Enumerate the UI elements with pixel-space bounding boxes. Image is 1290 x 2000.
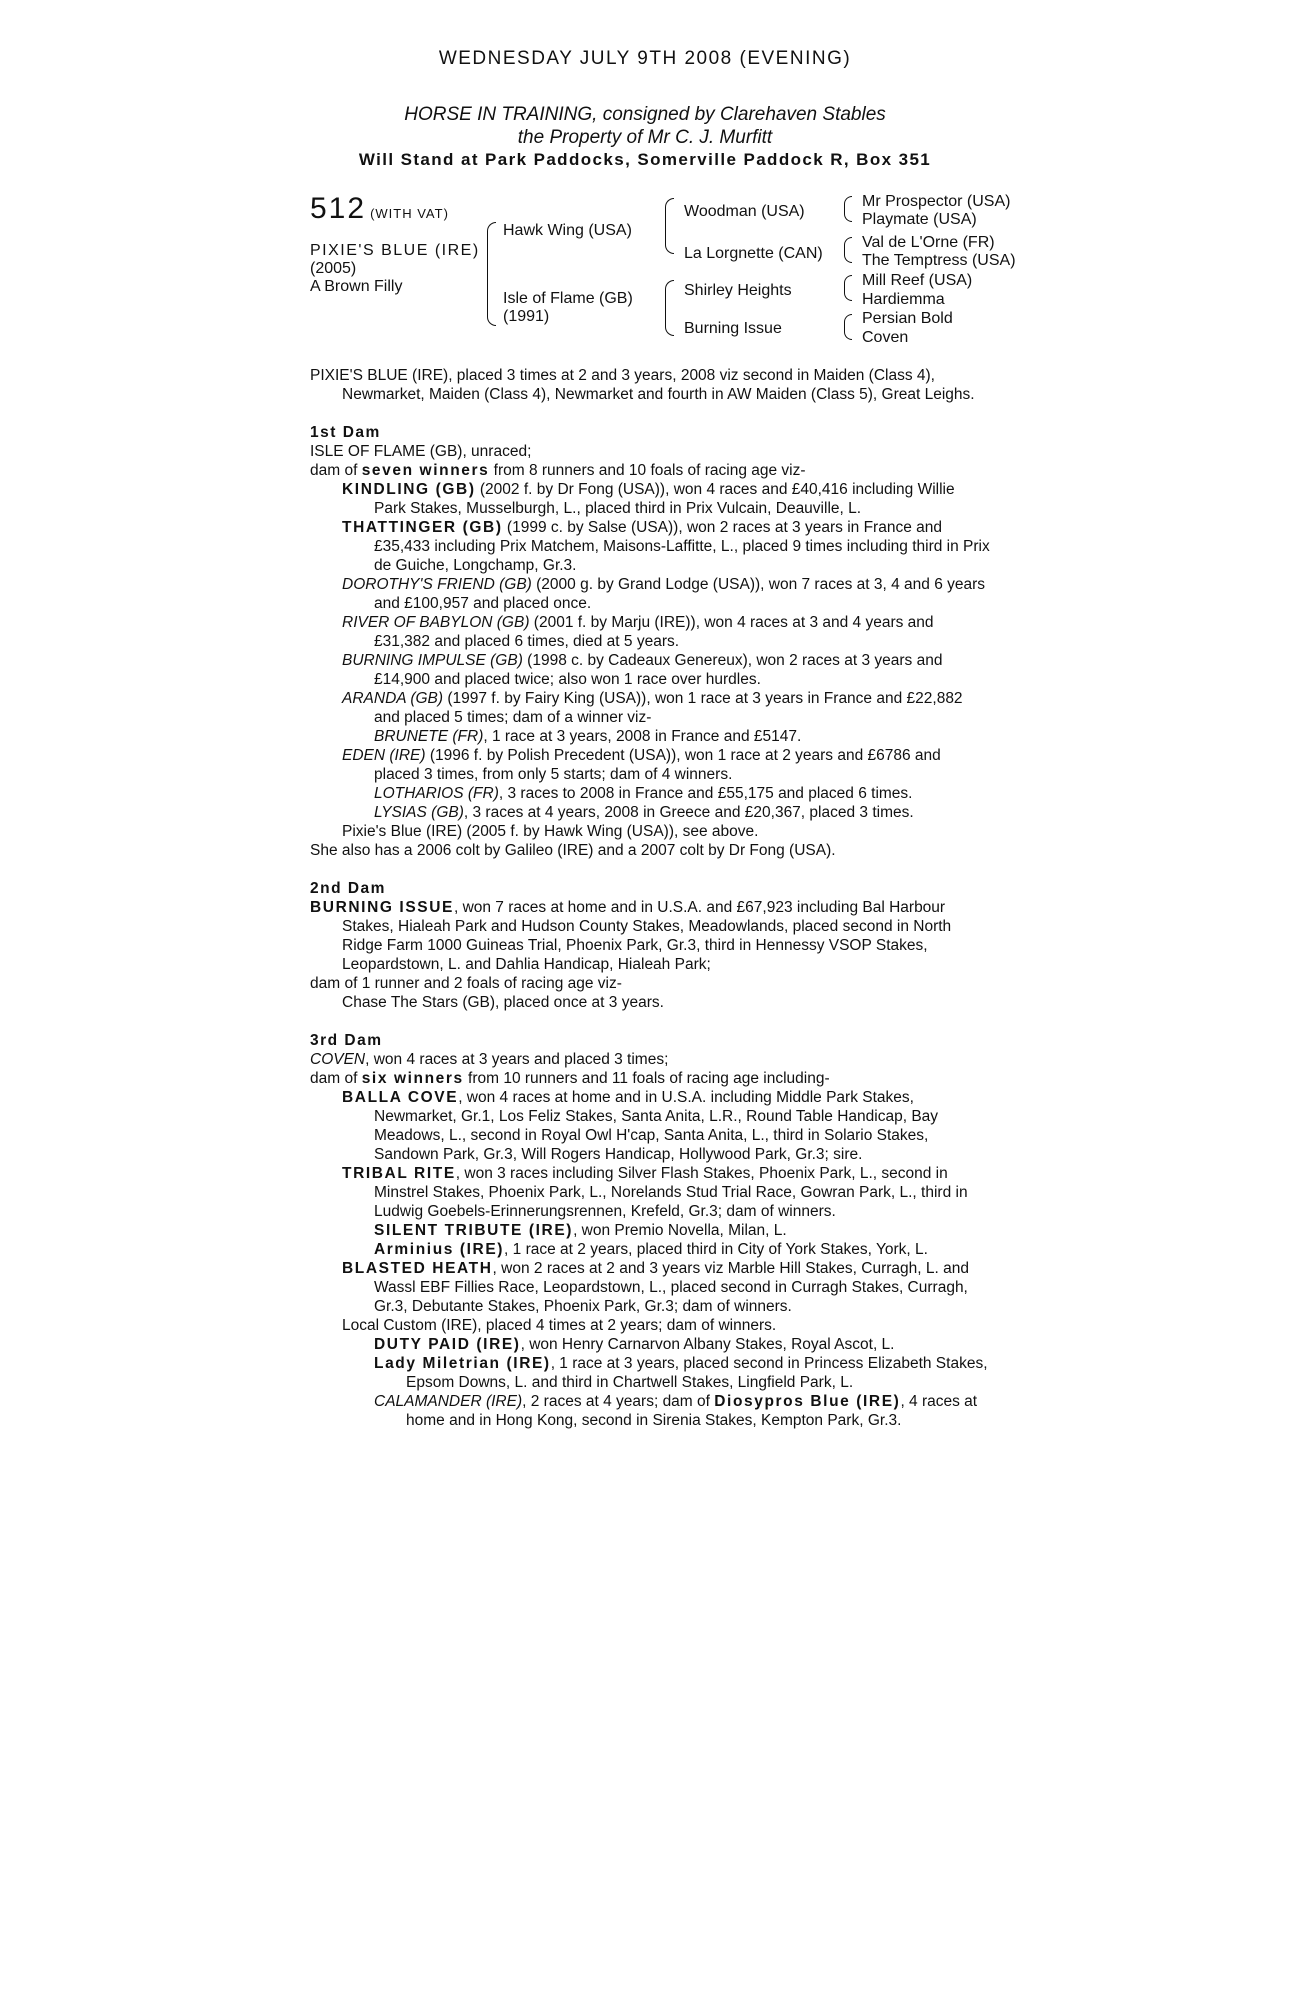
produce-dorothy (310, 575, 990, 613)
pedigree-dam-dam: Burning Issue (684, 320, 782, 337)
horse-name: DUTY PAID (IRE) (374, 1336, 521, 1353)
text: (2000 g. by Grand Lodge (USA)), won 7 races at 3, 4 and 6 years and £100,957 and placed once. (374, 576, 986, 612)
horse-name: LOTHARIOS (FR) (374, 785, 499, 802)
produce-tribal-rite (310, 1164, 990, 1221)
produce-kindling (310, 480, 990, 518)
produce-chase: Chase The Stars (GB), placed once at 3 years. (342, 994, 664, 1011)
produce-river (310, 613, 990, 651)
horse-details (310, 242, 480, 296)
produce-thattinger (310, 518, 990, 575)
winner-count: seven winners (361, 462, 490, 479)
consignor-line: HORSE IN TRAINING, consigned by Clarehaven Stables (404, 104, 886, 125)
text: , won Premio Novella, Milan, L. (573, 1222, 787, 1239)
text: , 2 races at 4 years; dam of (522, 1393, 715, 1410)
text: , won 4 races at 3 years and placed 3 times; (365, 1051, 669, 1068)
first-dam-also: She also has a 2006 colt by Galileo (IRE) and a 2007 colt by Dr Fong (USA). (310, 842, 836, 859)
vat-label: (WITH VAT) (370, 206, 449, 221)
first-dam-line: ISLE OF FLAME (GB), unraced; (310, 443, 532, 460)
text: , won Henry Carnarvon Albany Stakes, Royal Ascot, L. (520, 1336, 895, 1353)
horse-name: Diosypros Blue (IRE) (714, 1393, 901, 1410)
text: , 1 race at 3 years, 2008 in France and £5147. (483, 728, 802, 745)
pedigree-brace-3d (844, 314, 852, 340)
produce-silent-tribute (310, 1221, 990, 1240)
text: (2002 f. by Dr Fong (USA)), won 4 races and £40,416 including Willie Park Stakes, Musselburgh, L., placed third in Prix Vulcain, Deauville, L. (374, 481, 955, 517)
produce-balla-cove (310, 1088, 990, 1164)
text: dam of (310, 462, 362, 479)
produce-brunete (310, 727, 990, 746)
pedigree-dam-year: (1991) (503, 308, 550, 325)
lot-header (310, 192, 449, 226)
horse-name: TRIBAL RITE (342, 1165, 456, 1182)
pedigree-brace-1 (487, 222, 496, 326)
produce-arminius (310, 1240, 990, 1259)
pedigree-dsd: Hardiemma (862, 291, 945, 308)
sale-date: WEDNESDAY JULY 9TH 2008 (EVENING) (438, 48, 852, 69)
text: (1998 c. by Cadeaux Genereux), won 2 races at 3 years and £14,900 and placed twice; also won 1 race over hurdles. (374, 652, 943, 688)
pedigree-dds: Persian Bold (862, 310, 953, 327)
horse-name: Lady Miletrian (IRE) (374, 1355, 551, 1372)
pedigree-sire-sire: Woodman (USA) (684, 203, 805, 220)
produce-blasted-heath (310, 1259, 990, 1316)
text: , 1 race at 3 years, placed second in Princess Elizabeth Stakes, Epsom Downs, L. and third in Chartwell Stakes, Lingfield Park, L. (406, 1355, 988, 1391)
horse-name: LYSIAS (GB) (374, 804, 464, 821)
third-dam-heading: 3rd Dam (310, 1032, 383, 1049)
text: , 1 race at 2 years, placed third in City of York Stakes, York, L. (504, 1241, 928, 1258)
horse-name: EDEN (IRE) (342, 747, 426, 764)
text: , won 7 races at home and in U.S.A. and £67,923 including Bal Harbour Stakes, Hialeah Park and Hudson County Stakes, Meadowlands, placed second in North Ridge Farm 1000 Guineas Trial, Phoenix Park, Gr.3, third in Hennessy VSOP Stakes, Leopardstown, L. and Dahlia Handicap, Hialeah Park; (342, 899, 952, 973)
horse-name: THATTINGER (GB) (342, 519, 503, 536)
horse-name: DOROTHY'S FRIEND (GB) (342, 576, 532, 593)
pedigree-dam (503, 290, 633, 326)
horse-description: A Brown Filly (310, 278, 403, 295)
produce-lady-miletrian (310, 1354, 990, 1392)
pedigree-sire-dam: La Lorgnette (CAN) (684, 245, 823, 262)
produce-duty-paid (310, 1335, 990, 1354)
pedigree-sire: Hawk Wing (USA) (503, 222, 632, 239)
first-dam-heading: 1st Dam (310, 424, 381, 441)
second-dam-heading: 2nd Dam (310, 880, 386, 897)
horse-name: BURNING ISSUE (310, 899, 454, 916)
horse-name: KINDLING (GB) (342, 481, 476, 498)
horse-year: (2005) (310, 260, 357, 277)
horse-name: BRUNETE (FR) (374, 728, 484, 745)
first-dam-produce-summary (310, 461, 990, 480)
pedigree-ddd: Coven (862, 329, 909, 346)
text: , won 3 races including Silver Flash Stakes, Phoenix Park, L., second in Minstrel Stakes, Phoenix Park, L., Norelands Stud Trial Race, Gowran Park, L., third in Ludwig Goebels-Erinnerungsrennen, Krefeld, Gr.3; dam of winners. (374, 1165, 968, 1220)
pedigree-brace-3a (844, 196, 852, 222)
horse-name: Arminius (IRE) (374, 1241, 505, 1258)
second-dam-record (310, 898, 990, 974)
consignment (0, 103, 1290, 149)
pedigree-dam-name: Isle of Flame (GB) (503, 290, 633, 307)
horse-name: BLASTED HEATH (342, 1260, 493, 1277)
produce-burning-impulse (310, 651, 990, 689)
text: from 10 runners and 11 foals of racing age including- (463, 1070, 830, 1087)
produce-lotharios (310, 784, 990, 803)
horse-name: ARANDA (GB) (342, 690, 444, 707)
text: , won 2 races at 2 and 3 years viz Marble Hill Stakes, Curragh, L. and Wassl EBF Fillies Race, Leopardstown, L., placed second in Curragh Stakes, Curragh, Gr.3, Debutante Stakes, Phoenix Park, Gr.3; dam of winners. (374, 1260, 969, 1315)
pedigree-brace-3c (844, 275, 852, 301)
text: , 3 races at 4 years, 2008 in Greece and £20,367, placed 3 times. (463, 804, 914, 821)
text: (1997 f. by Fairy King (USA)), won 1 race at 3 years in France and £22,882 and placed 5 times; dam of a winner viz- (374, 690, 963, 726)
horse-name: RIVER OF BABYLON (GB) (342, 614, 530, 631)
text: dam of (310, 1070, 362, 1087)
text: (2001 f. by Marju (IRE)), won 4 races at 3 and 4 years and £31,382 and placed 6 times, died at 5 years. (374, 614, 934, 650)
pedigree-sds: Val de L'Orne (FR) (862, 234, 995, 251)
lot-number: 512 (310, 192, 367, 225)
horse-name: BALLA COVE (342, 1089, 459, 1106)
pedigree-brace-2b (665, 280, 674, 336)
text: , 3 races to 2008 in France and £55,175 and placed 6 times. (498, 785, 913, 802)
produce-aranda (310, 689, 990, 727)
winner-count: six winners (361, 1070, 464, 1087)
horse-name: CALAMANDER (IRE) (374, 1393, 523, 1410)
produce-lysias (310, 803, 990, 822)
catalogue-body (310, 366, 990, 1430)
owner-line: the Property of Mr C. J. Murfitt (517, 127, 773, 148)
pedigree-brace-2a (665, 198, 674, 254)
produce-eden (310, 746, 990, 784)
horse-name: BURNING IMPULSE (GB) (342, 652, 523, 669)
produce-calamander (310, 1392, 990, 1430)
horse-name: PIXIE'S BLUE (IRE) (310, 242, 480, 259)
pedigree-sdd: The Temptress (USA) (862, 252, 1016, 269)
stand-location: Will Stand at Park Paddocks, Somerville Paddock R, Box 351 (358, 150, 932, 169)
text: , won 4 races at home and in U.S.A. including Middle Park Stakes, Newmarket, Gr.1, Los Feliz Stakes, Santa Anita, L.R., Round Table Handicap, Bay Meadows, L., second in Royal Owl H'cap, Santa Anita, L., third in Solario Stakes, Sandown Park, Gr.3, Will Rogers Handicap, Hollywood Park, Gr.3; sire. (374, 1089, 939, 1163)
pedigree-brace-3b (844, 237, 852, 263)
intro-paragraph: PIXIE'S BLUE (IRE), placed 3 times at 2 and 3 years, 2008 viz second in Maiden (Class 4), Newmarket, Maiden (Class 4), Newmarket and fourth in AW Maiden (Class 5), Great Leighs. (310, 367, 975, 403)
text: , 4 races at home and in Hong Kong, second in Sirenia Stakes, Kempton Park, Gr.3. (406, 1393, 978, 1429)
text: (1996 f. by Polish Precedent (USA)), won 1 race at 2 years and £6786 and placed 3 times, from only 5 starts; dam of 4 winners. (374, 747, 941, 783)
third-dam-produce-summary (310, 1069, 990, 1088)
produce-pixie: Pixie's Blue (IRE) (2005 f. by Hawk Wing (USA)), see above. (342, 823, 759, 840)
second-dam-produce-summary: dam of 1 runner and 2 foals of racing age viz- (310, 975, 622, 992)
produce-local-custom: Local Custom (IRE), placed 4 times at 2 years; dam of winners. (342, 1317, 777, 1334)
pedigree-sss: Mr Prospector (USA) (862, 193, 1011, 210)
horse-name: COVEN (310, 1051, 366, 1068)
third-dam-record (310, 1050, 990, 1069)
pedigree-ssd: Playmate (USA) (862, 211, 977, 228)
text: from 8 runners and 10 foals of racing age viz- (489, 462, 806, 479)
pedigree-dam-sire: Shirley Heights (684, 282, 792, 299)
pedigree-dss: Mill Reef (USA) (862, 272, 973, 289)
text: (1999 c. by Salse (USA)), won 2 races at 3 years in France and £35,433 including Prix Matchem, Maisons-Laffitte, L., placed 9 times including third in Prix de Guiche, Longchamp, Gr.3. (374, 519, 990, 574)
horse-name: SILENT TRIBUTE (IRE) (374, 1222, 574, 1239)
